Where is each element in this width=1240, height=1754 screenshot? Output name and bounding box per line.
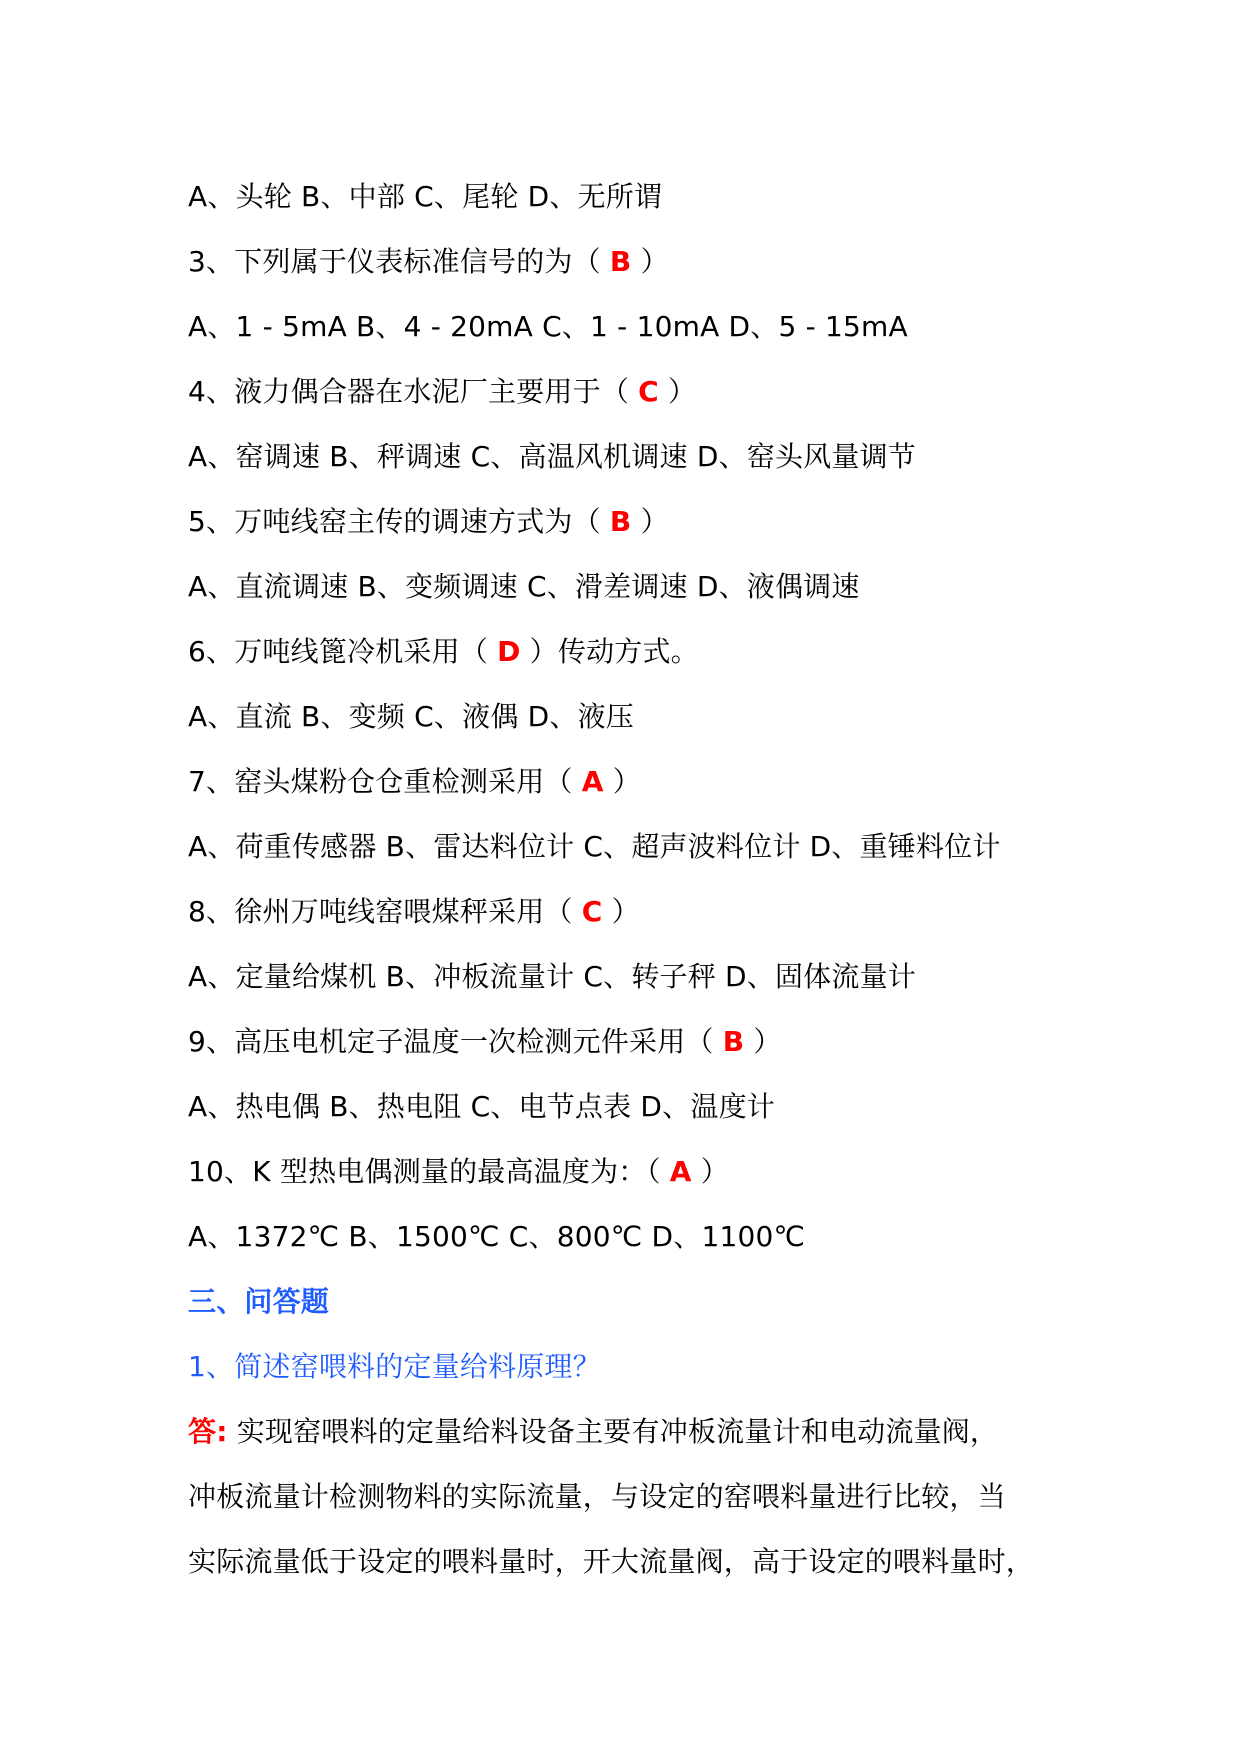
answer-text: 实际流量低于设定的喂料量时，开大流量阀，高于设定的喂料量时， <box>188 1545 1035 1578</box>
options-line <box>188 170 1088 235</box>
options-line <box>188 690 1088 755</box>
section-heading: 三、问答题 <box>188 1285 330 1318</box>
options-text: A、热电偶 B、热电阻 C、电节点表 D、温度计 <box>188 1090 775 1123</box>
options-line <box>188 430 1088 495</box>
question-text: 7、窑头煤粉仓仓重检测采用（ <box>188 765 582 798</box>
question-line <box>188 495 1088 560</box>
options-text: A、1 - 5mA B、4 - 20mA C、1 - 10mA D、5 - 15mA <box>188 310 908 343</box>
question-text: 5、万吨线窑主传的调速方式为（ <box>188 505 610 538</box>
options-line <box>188 820 1088 885</box>
options-text: A、头轮 B、中部 C、尾轮 D、无所谓 <box>188 180 663 213</box>
question-text-end: ） <box>744 1025 782 1058</box>
qa-answer-line <box>188 1535 1088 1600</box>
question-text: 4、液力偶合器在水泥厂主要用于（ <box>188 375 639 408</box>
question-line <box>188 1145 1088 1210</box>
answer-letter: C <box>638 375 659 408</box>
options-line <box>188 950 1088 1015</box>
question-text-end: ） <box>631 245 669 278</box>
question-text-end: ） <box>603 765 641 798</box>
qa-answer-line <box>188 1405 1088 1470</box>
answer-letter: B <box>609 505 632 538</box>
document-page <box>188 170 1088 1600</box>
question-text: 8、徐州万吨线窑喂煤秤采用（ <box>188 895 582 928</box>
options-line <box>188 1080 1088 1145</box>
question-text: 3、下列属于仪表标准信号的为（ <box>188 245 610 278</box>
options-text: A、荷重传感器 B、雷达料位计 C、超声波料位计 D、重锤料位计 <box>188 830 1001 863</box>
question-line <box>188 365 1088 430</box>
options-line <box>188 1210 1088 1275</box>
answer-letter: D <box>497 635 521 668</box>
question-text-end: ）传动方式。 <box>520 635 699 668</box>
question-text: 6、万吨线篦冷机采用（ <box>188 635 498 668</box>
options-line <box>188 560 1088 625</box>
options-line <box>188 300 1088 365</box>
options-text: A、1372℃ B、1500℃ C、800℃ D、1100℃ <box>188 1220 806 1253</box>
question-text-end: ） <box>631 505 669 538</box>
question-text: 10、K 型热电偶测量的最高温度为：（ <box>188 1155 670 1188</box>
answer-label: 答: <box>188 1415 228 1448</box>
answer-letter: A <box>581 765 604 798</box>
question-text-end: ） <box>658 375 697 408</box>
question-text-end: ） <box>691 1155 729 1188</box>
answer-letter: C <box>581 895 603 928</box>
question-text-end: ） <box>602 895 640 928</box>
question-line <box>188 625 1088 690</box>
answer-text: 实现窑喂料的定量给料设备主要有冲板流量计和电动流量阀， <box>227 1415 999 1448</box>
question-line <box>188 1015 1088 1080</box>
options-text: A、窑调速 B、秤调速 C、高温风机调速 D、窑头风量调节 <box>188 440 916 473</box>
options-text: A、定量给煤机 B、冲板流量计 C、转子秤 D、固体流量计 <box>188 960 916 993</box>
qa-answer-line <box>188 1470 1088 1535</box>
options-text: A、直流调速 B、变频调速 C、滑差调速 D、液偶调速 <box>188 570 860 603</box>
answer-letter: B <box>609 245 632 278</box>
answer-text: 冲板流量计检测物料的实际流量，与设定的窑喂料量进行比较，当 <box>188 1480 1006 1513</box>
question-line <box>188 235 1088 300</box>
question-text: 9、高压电机定子温度一次检测元件采用（ <box>188 1025 723 1058</box>
question-line <box>188 885 1088 950</box>
answer-letter: B <box>722 1025 745 1058</box>
options-text: A、直流 B、变频 C、液偶 D、液压 <box>188 700 634 733</box>
qa-question: 1、简述窑喂料的定量给料原理？ <box>188 1350 601 1383</box>
question-line <box>188 755 1088 820</box>
answer-letter: A <box>669 1155 692 1188</box>
